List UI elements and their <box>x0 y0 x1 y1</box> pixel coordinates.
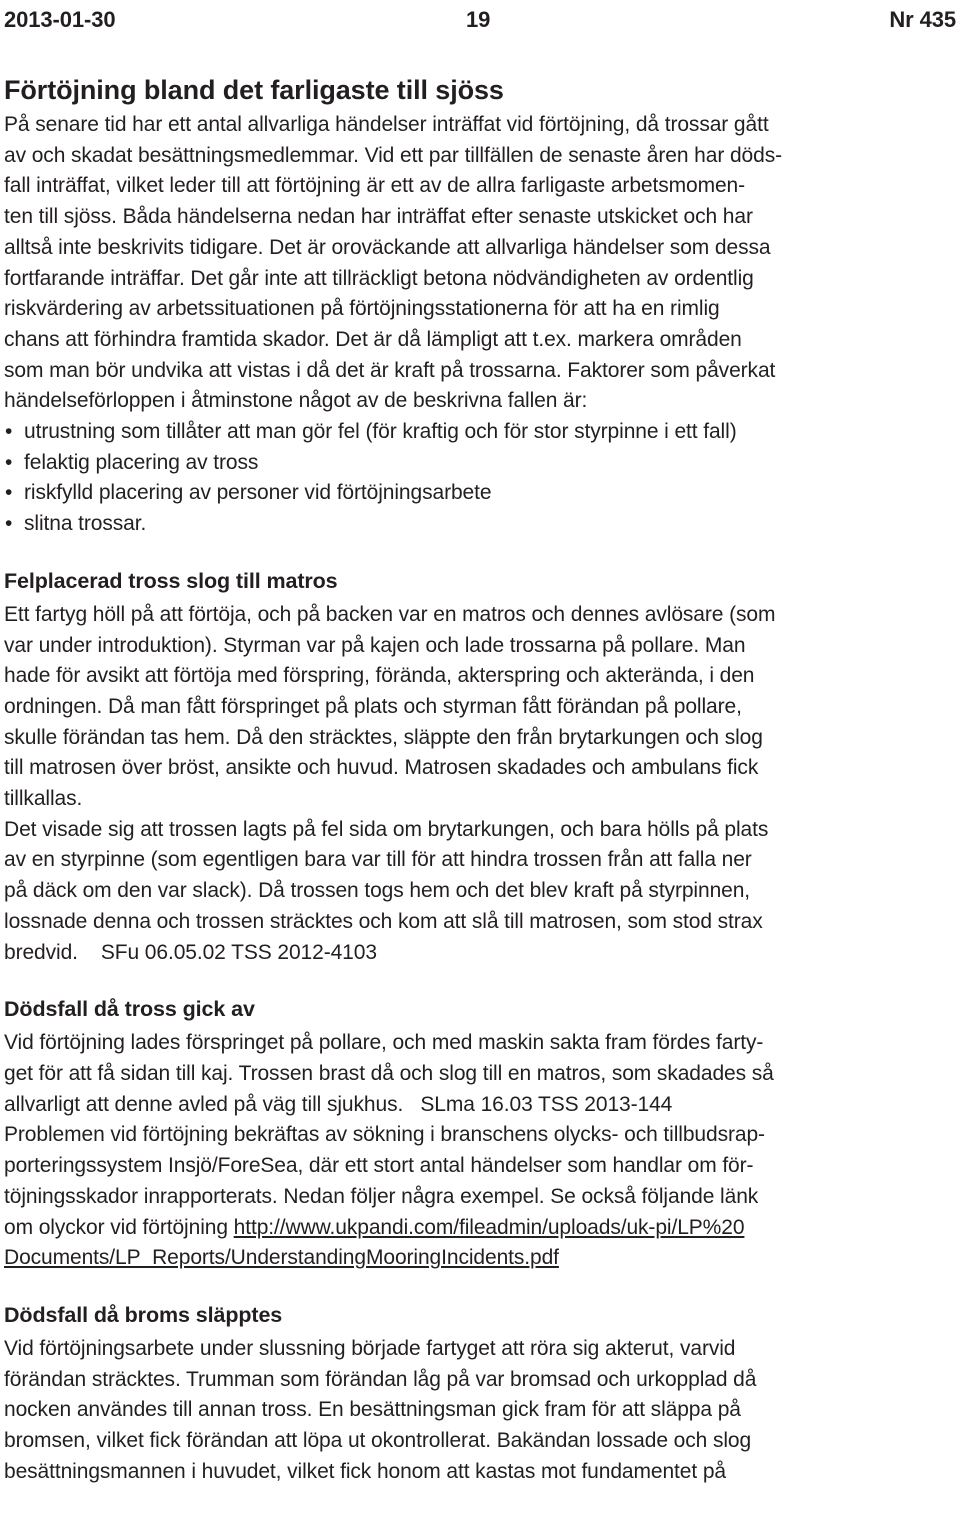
text-line: alltså inte beskrivits tidigare. Det är oroväckande att allvarliga händelser som dessa <box>4 235 771 259</box>
text-line: bromsen, vilket fick förändan att löpa ut okontrollerat. Bakändan lossade och slog <box>4 1429 752 1453</box>
ukpandi-link-continued[interactable]: Documents/LP_Reports/UnderstandingMooringIncidents.pdf <box>4 1246 559 1270</box>
list-item-text: slitna trossar. <box>24 512 147 536</box>
list-item-text: felaktig placering av tross <box>24 450 259 474</box>
list-item <box>4 478 956 509</box>
section-heading: Felplacerad tross slog till matros <box>4 568 338 593</box>
list-item <box>4 417 956 448</box>
bullet-icon: • <box>5 420 13 444</box>
text-line: av en styrpinne (som egentligen bara var till för att hindra trossen från att falla ner <box>4 848 752 872</box>
text-line: fortfarande inträffar. Det går inte att tillräckligt betona nödvändigheten av ordentlig <box>4 266 754 290</box>
intro-paragraph <box>4 110 956 417</box>
text-line: Vid förtöjningsarbete under slussning började fartyget att röra sig akterut, varvid <box>4 1336 736 1360</box>
text-line: till matrosen över bröst, ansikte och huvud. Matrosen skadades och ambulans fick <box>4 756 759 780</box>
incident-section <box>4 994 956 1274</box>
article-title: Förtöjning bland det farligaste till sjöss <box>4 75 504 105</box>
text-line: Problemen vid förtöjning bekräftas av sökning i branschens olycks- och tillbudsrap- <box>4 1123 765 1147</box>
incident-section <box>4 1300 956 1488</box>
ukpandi-link[interactable]: http://www.ukpandi.com/fileadmin/uploads/uk-pi/LP%20 <box>233 1215 745 1239</box>
text-line: tillkallas. <box>4 787 83 811</box>
section-heading: Dödsfall då broms släpptes <box>4 1302 283 1327</box>
list-item <box>4 448 956 479</box>
header-page-number: 19 <box>466 7 491 32</box>
text-line: bredvid. SFu 06.05.02 TSS 2012-4103 <box>4 940 377 964</box>
text-line: som man bör undvika att vistas i då det är kraft på trossarna. Faktorer som påverkat <box>4 358 776 382</box>
text-line <box>4 1213 956 1244</box>
bullet-icon: • <box>5 481 13 505</box>
text-line <box>4 1243 956 1274</box>
text-line: På senare tid har ett antal allvarliga händelser inträffat vid förtöjning, då trossar gått <box>4 113 769 136</box>
section-heading: Dödsfall då tross gick av <box>4 997 255 1022</box>
page-header <box>4 0 956 40</box>
text-line: töjningsskador inrapporterats. Nedan följer några exempel. Se också följande länk <box>4 1184 759 1208</box>
text-line: riskvärdering av arbetssituationen på förtöjningsstationerna för att ha en rimlig <box>4 297 720 321</box>
text-line: på däck om den var slack). Då trossen togs hem och det blev kraft på styrpinnen, <box>4 879 751 903</box>
text-line: ten till sjöss. Båda händelserna nedan har inträffat efter senaste utskicket och har <box>4 205 753 229</box>
link-prefix: om olyckor vid förtöjning <box>4 1215 234 1239</box>
list-item <box>4 509 956 540</box>
text-line: förändan sträcktes. Trumman som förändan låg på var bromsad och urkopplad då <box>4 1367 757 1391</box>
list-item-text: riskfylld placering av personer vid förtöjningsarbete <box>24 481 492 505</box>
text-line: Ett fartyg höll på att förtöja, och på backen var en matros och dennes avlösare (som <box>4 602 776 626</box>
text-line: porteringssystem Insjö/ForeSea, där ett stort antal händelser som handlar om för- <box>4 1154 754 1178</box>
bullet-icon: • <box>5 512 13 536</box>
text-line: ordningen. Då man fått förspringet på plats och styrman fått förändan på pollare, <box>4 694 742 718</box>
text-line: nocken användes till annan tross. En besättningsman gick fram för att släppa på <box>4 1398 741 1422</box>
document-page <box>4 0 956 1487</box>
incident-section <box>4 566 956 968</box>
text-line: chans att förhindra framtida skador. Det är då lämpligt att t.ex. markera områden <box>4 327 742 351</box>
text-line: Det visade sig att trossen lagts på fel sida om brytarkungen, och bara hölls på plats <box>4 817 769 841</box>
text-line: hade för avsikt att förtöja med förspring, förända, akterspring och akterända, i den <box>4 664 755 688</box>
text-line: fall inträffat, vilket leder till att förtöjning är ett av de allra farligaste arbetsmomen- <box>4 174 746 198</box>
list-item-text: utrustning som tillåter att man gör fel (för kraftig och för stor styrpinne i ett fall) <box>24 420 737 444</box>
factor-list <box>4 417 956 540</box>
text-line: allvarligt att denne avled på väg till sjukhus. SLma 16.03 TSS 2013-144 <box>4 1092 673 1116</box>
text-line: Vid förtöjning lades förspringet på pollare, och med maskin sakta fram fördes farty- <box>4 1031 764 1055</box>
header-date: 2013-01-30 <box>4 7 116 32</box>
text-line: var under introduktion). Styrman var på kajen och lade trossarna på pollare. Man <box>4 633 746 657</box>
text-line: besättningsmannen i huvudet, vilket fick honom att kastas mot fundamentet på <box>4 1459 726 1483</box>
text-line: av och skadat besättningsmedlemmar. Vid ett par tillfällen de senaste åren har döds- <box>4 143 782 167</box>
header-issue-number: Nr 435 <box>889 7 956 32</box>
text-line: get för att få sidan till kaj. Trossen brast då och slog till en matros, som skadades så <box>4 1061 774 1085</box>
text-line: skulle förändan tas hem. Då den sträcktes, släppte den från brytarkungen och slog <box>4 725 763 749</box>
text-line: händelseförloppen i åtminstone något av de beskrivna fallen är: <box>4 389 588 413</box>
bullet-icon: • <box>5 450 13 474</box>
text-line: lossnade denna och trossen sträcktes och kom att slå till matrosen, som stod strax <box>4 909 763 933</box>
